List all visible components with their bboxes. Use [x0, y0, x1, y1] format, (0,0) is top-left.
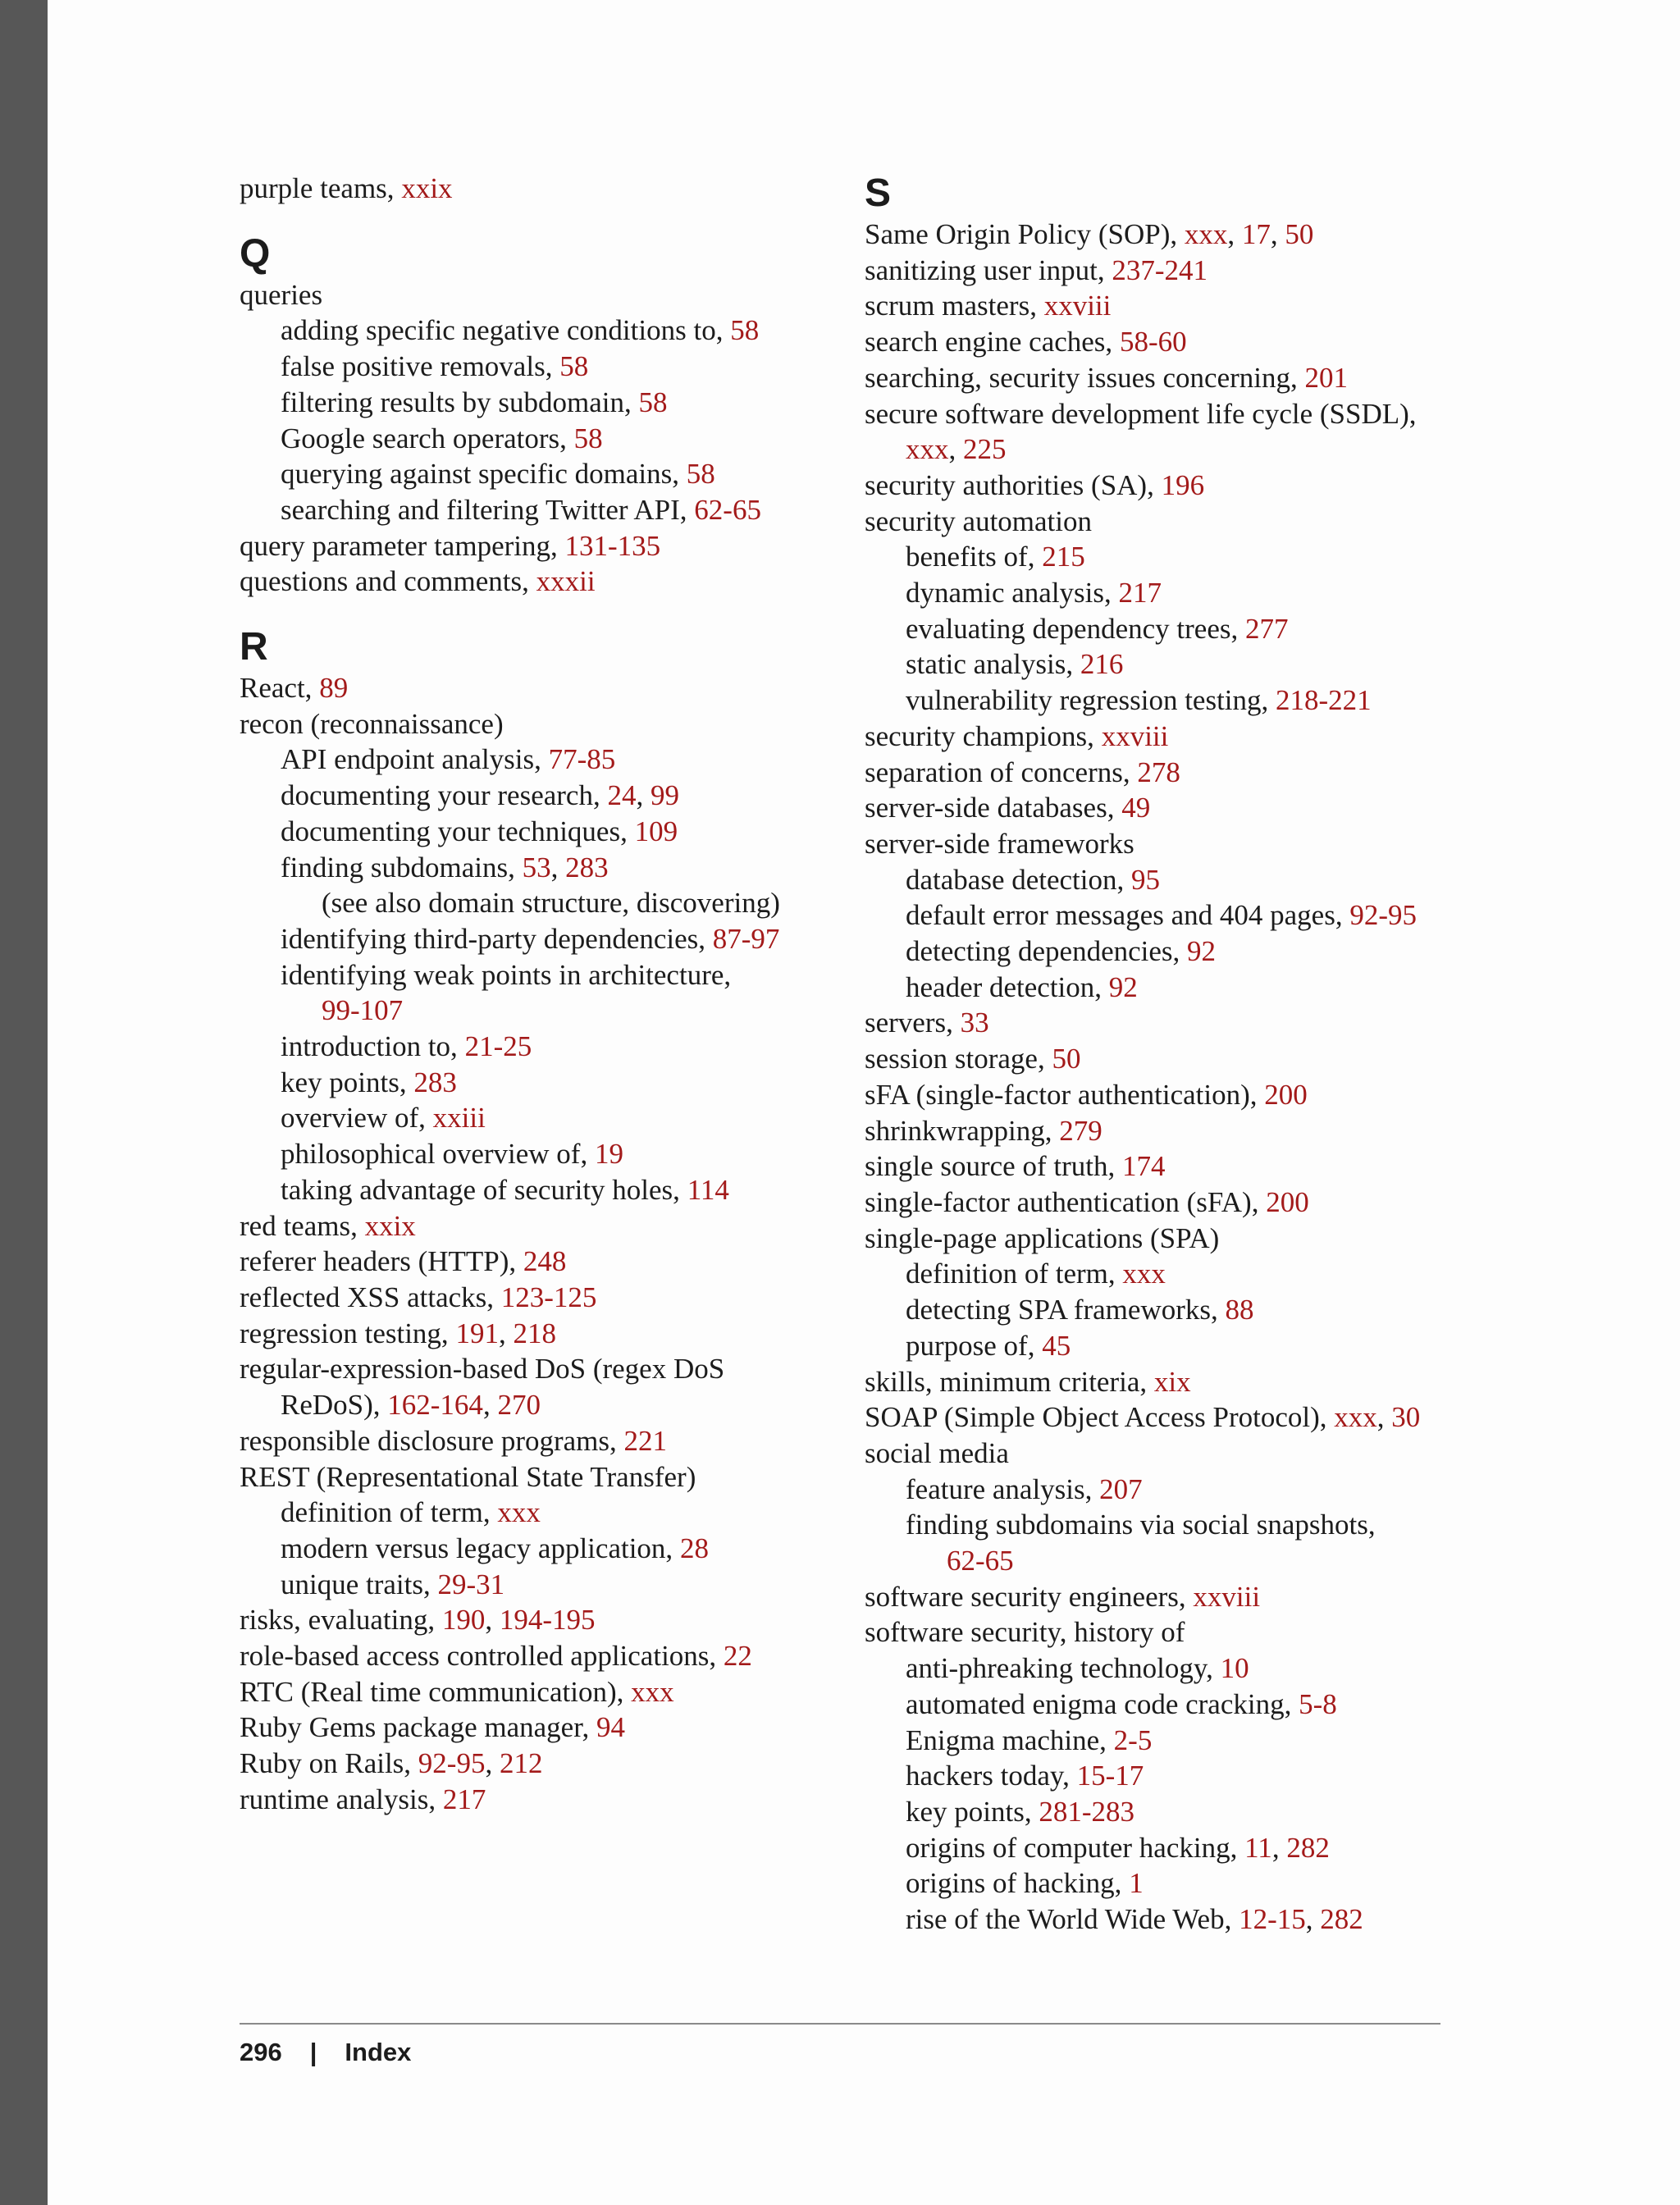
page-ref-link[interactable]: 24: [607, 779, 637, 812]
page-ref-link[interactable]: xxxii: [536, 565, 596, 598]
index-entry: [240, 349, 830, 385]
page-separator: ,: [1270, 218, 1285, 250]
index-entry: [865, 934, 1455, 970]
index-entry: [865, 468, 1455, 504]
index-entry: [865, 611, 1455, 647]
page-ref-link[interactable]: xxx: [906, 433, 949, 466]
page-separator: ,: [485, 1604, 500, 1637]
index-term: purple teams,: [240, 172, 402, 204]
page-ref-link[interactable]: 218: [513, 1317, 556, 1349]
index-entry: [240, 456, 830, 492]
page-ref-link[interactable]: 283: [565, 851, 609, 883]
page-ref-link[interactable]: xxix: [364, 1209, 416, 1242]
index-entry: [240, 313, 830, 349]
index-entry: [240, 814, 830, 850]
index-entry: [240, 171, 830, 207]
page-ref-link[interactable]: 58: [686, 458, 715, 491]
index-entry: [865, 970, 1455, 1006]
index-entry: [240, 1746, 830, 1782]
index-entry: [240, 492, 830, 528]
page-ref-link[interactable]: xxx: [1122, 1258, 1166, 1290]
index-entry: [240, 1100, 830, 1136]
index-entry: [240, 921, 830, 957]
page-ref-link[interactable]: 2-5: [1113, 1723, 1153, 1756]
page-ref-link[interactable]: 200: [1266, 1185, 1309, 1218]
page-ref-link[interactable]: 217: [442, 1783, 486, 1815]
page-ref-link[interactable]: 278: [1137, 756, 1180, 788]
page-ref-link[interactable]: 17: [1241, 218, 1271, 250]
page-ref-link[interactable]: 282: [1286, 1831, 1330, 1864]
index-entry: [865, 1399, 1455, 1436]
index-term: identifying weak points in architecture,: [281, 958, 732, 991]
page-ref-link[interactable]: xxx: [1334, 1401, 1377, 1434]
index-entry: [240, 1065, 830, 1101]
page-ref-link[interactable]: 248: [523, 1245, 567, 1278]
index-term: Ruby on Rails,: [240, 1747, 418, 1780]
index-entry: [865, 1794, 1455, 1830]
section-title: Index: [345, 2038, 412, 2066]
page-ref-link[interactable]: 196: [1161, 468, 1205, 501]
page-ref-link[interactable]: 62-65: [947, 1545, 1014, 1577]
index-entry: [240, 421, 830, 457]
index-term: API endpoint analysis,: [281, 743, 549, 776]
index-entry: [240, 1423, 830, 1459]
index-entry: [865, 504, 1455, 540]
index-entry: [865, 1758, 1455, 1794]
page-separator: ,: [1305, 1903, 1321, 1936]
index-entry: [240, 277, 830, 313]
index-term: documenting your research,: [281, 779, 608, 812]
page-ref-link[interactable]: xxiii: [432, 1102, 486, 1134]
index-term: reflected XSS attacks,: [240, 1281, 501, 1313]
index-term: anti-phreaking technology,: [906, 1652, 1221, 1685]
page-ref-link[interactable]: 89: [319, 672, 349, 705]
page-separator: ,: [485, 1747, 500, 1780]
index-term: overview of,: [281, 1102, 433, 1134]
page-separator: ,: [1271, 1831, 1287, 1864]
index-term: finding subdomains via social snapshots,: [906, 1509, 1376, 1541]
index-term: red teams,: [240, 1209, 365, 1242]
page-ref-link[interactable]: 87-97: [712, 922, 780, 955]
index-term: identifying third-party dependencies,: [281, 922, 713, 955]
index-entry: [865, 1472, 1455, 1508]
page-ref-link[interactable]: 50: [1052, 1043, 1081, 1075]
index-entry: [865, 1148, 1455, 1185]
page-ref-link[interactable]: 92-95: [1349, 899, 1417, 932]
page-ref-link[interactable]: 58: [730, 314, 760, 347]
page-ref-link[interactable]: 270: [497, 1389, 541, 1422]
section-gap: [240, 207, 830, 231]
index-entry: [240, 1280, 830, 1316]
page-ref-link[interactable]: 99-107: [322, 994, 404, 1027]
page-ref-link[interactable]: 200: [1264, 1078, 1308, 1111]
index-term: runtime analysis,: [240, 1783, 443, 1815]
page-ref-link[interactable]: 22: [723, 1640, 752, 1673]
index-term: responsible disclosure programs,: [240, 1424, 624, 1457]
index-term: sanitizing user input,: [865, 253, 1112, 286]
index-term: social media: [865, 1436, 1009, 1469]
page-separator: ,: [1227, 218, 1242, 250]
index-column-right: [865, 171, 1455, 1938]
page-ref-link[interactable]: 277: [1244, 612, 1289, 645]
page-ref-link[interactable]: 58-60: [1119, 326, 1187, 358]
left-margin-bar: [0, 0, 48, 2205]
page-ref-link[interactable]: 50: [1285, 218, 1314, 250]
index-letter-heading: S: [865, 171, 892, 215]
page-ref-link[interactable]: 201: [1304, 361, 1349, 394]
index-term: security automation: [865, 504, 1093, 537]
index-term: scrum masters,: [865, 290, 1044, 322]
page-separator: ,: [482, 1389, 498, 1422]
page-ref-link[interactable]: 45: [1042, 1329, 1071, 1362]
index-term: server-side databases,: [865, 792, 1122, 824]
index-entry: [240, 1136, 830, 1172]
index-entry: [865, 646, 1455, 682]
index-entry: [240, 1459, 830, 1495]
page-ref-link[interactable]: 21-25: [464, 1030, 532, 1063]
index-term: security champions,: [865, 719, 1102, 752]
index-entry: [865, 1687, 1455, 1723]
index-term: hackers today,: [906, 1760, 1077, 1792]
page-ref-link[interactable]: 207: [1099, 1472, 1143, 1505]
page-ref-link[interactable]: 30: [1391, 1401, 1421, 1434]
index-entry: [865, 1077, 1455, 1113]
index-entry: [865, 1543, 1455, 1579]
page-ref-link[interactable]: 225: [963, 433, 1007, 466]
page-ref-link[interactable]: 53: [522, 851, 551, 883]
page-ref-link[interactable]: xxx: [631, 1675, 674, 1708]
page-ref-link[interactable]: 15-17: [1076, 1760, 1144, 1792]
index-term: regression testing,: [240, 1317, 456, 1349]
page-ref-link[interactable]: 109: [634, 815, 678, 847]
index-term: role-based access controlled applications,: [240, 1640, 724, 1673]
index-term: benefits of,: [906, 541, 1043, 573]
index-term: modern versus legacy application,: [281, 1532, 680, 1564]
footer-separator: |: [309, 2038, 317, 2066]
index-entry: [865, 755, 1455, 791]
index-term: detecting SPA frameworks,: [906, 1294, 1226, 1326]
index-term: definition of term,: [281, 1496, 498, 1529]
index-entry: [240, 1208, 830, 1244]
index-term: sFA (single-factor authentication),: [865, 1078, 1265, 1111]
index-entry: [240, 850, 830, 886]
index-term: vulnerability regression testing,: [906, 684, 1276, 717]
index-letter-heading: Q: [240, 231, 271, 276]
page-ref-link[interactable]: 29-31: [437, 1568, 505, 1600]
index-entry: [865, 539, 1455, 575]
index-term: regular-expression-based DoS (regex DoS: [240, 1353, 725, 1386]
index-entry: [865, 1005, 1455, 1041]
index-term: single-factor authentication (sFA),: [865, 1185, 1267, 1218]
index-entry: [865, 1650, 1455, 1687]
index-term: query parameter tampering,: [240, 529, 565, 562]
index-entry: [865, 431, 1455, 468]
index-entry: [865, 1507, 1455, 1543]
index-term: default error messages and 404 pages,: [906, 899, 1350, 932]
index-entry: [865, 1328, 1455, 1364]
index-entry: [865, 1113, 1455, 1149]
index-term: querying against specific domains,: [281, 458, 687, 491]
index-term: key points,: [281, 1066, 414, 1098]
page-separator: ,: [1376, 1401, 1392, 1434]
index-entry: [240, 1638, 830, 1674]
index-column-left: [240, 171, 830, 1818]
page-ref-link[interactable]: xix: [1153, 1365, 1191, 1398]
index-entry: [240, 1531, 830, 1567]
page-ref-link[interactable]: 190: [441, 1604, 486, 1637]
index-term: software security, history of: [865, 1616, 1185, 1649]
index-term: Google search operators,: [281, 422, 574, 454]
index-entry: [240, 706, 830, 742]
index-entry: [865, 897, 1455, 934]
page-separator: ,: [550, 851, 566, 883]
index-entry: [240, 1710, 830, 1746]
index-term: server-side frameworks: [865, 827, 1134, 860]
page-ref-link[interactable]: 282: [1320, 1903, 1363, 1936]
page-ref-link[interactable]: 62-65: [694, 493, 761, 526]
index-entry: [240, 385, 830, 421]
index-entry: [865, 324, 1455, 360]
index-entry: [865, 862, 1455, 898]
page-ref-link[interactable]: 92: [1108, 970, 1138, 1003]
page-ref-link[interactable]: 283: [413, 1066, 457, 1098]
index-entry: [865, 253, 1455, 289]
index-term: RTC (Real time communication),: [240, 1675, 632, 1708]
index-term: servers,: [865, 1007, 961, 1039]
index-letter-heading: R: [240, 625, 268, 669]
index-term: single-page applications (SPA): [865, 1221, 1220, 1254]
index-entry: [240, 1029, 830, 1065]
page-ref-link[interactable]: 216: [1080, 648, 1124, 681]
index-entry: [240, 1782, 830, 1818]
index-entry: [240, 564, 830, 600]
index-term: key points,: [906, 1795, 1039, 1828]
footer-rule: [240, 2023, 1440, 2025]
page-ref-link[interactable]: 1: [1129, 1867, 1144, 1900]
index-entry: [240, 1172, 830, 1208]
index-term: introduction to,: [281, 1030, 465, 1063]
index-term: queries: [240, 278, 323, 311]
index-entry: [865, 1041, 1455, 1077]
index-term: dynamic analysis,: [906, 577, 1119, 609]
page-ref-link[interactable]: 221: [623, 1424, 668, 1457]
page-ref-link[interactable]: 58: [559, 350, 589, 383]
page-ref-link[interactable]: 217: [1118, 577, 1162, 609]
index-term: security authorities (SA),: [865, 468, 1162, 501]
index-entry: [865, 1256, 1455, 1292]
index-entry: [865, 1901, 1455, 1938]
index-entry: [240, 778, 830, 814]
index-entry: [240, 1602, 830, 1638]
page-ref-link[interactable]: 131-135: [564, 529, 661, 562]
index-term: SOAP (Simple Object Access Protocol),: [865, 1401, 1335, 1434]
page-ref-link[interactable]: 33: [960, 1007, 989, 1039]
index-term: risks, evaluating,: [240, 1604, 442, 1637]
index-term: purpose of,: [906, 1329, 1043, 1362]
index-entry: [865, 1185, 1455, 1221]
index-term: definition of term,: [906, 1258, 1123, 1290]
index-entry: [240, 742, 830, 778]
index-entry: [865, 1865, 1455, 1901]
index-entry: [240, 993, 830, 1029]
page-ref-link[interactable]: 114: [687, 1173, 729, 1206]
page-ref-link[interactable]: 94: [596, 1711, 625, 1744]
index-term: static analysis,: [906, 648, 1080, 681]
index-entry: [865, 288, 1455, 324]
page-ref-link[interactable]: 215: [1042, 541, 1085, 573]
index-term: Enigma machine,: [906, 1723, 1114, 1756]
index-entry: [865, 217, 1455, 253]
index-term: database detection,: [906, 863, 1132, 896]
index-entry: [865, 575, 1455, 611]
page-number: 296: [240, 2038, 282, 2066]
page-ref-link[interactable]: 194-195: [499, 1604, 596, 1637]
page-ref-link[interactable]: 28: [679, 1532, 709, 1564]
index-entry: [240, 957, 830, 993]
page-separator: ,: [498, 1317, 514, 1349]
index-term: detecting dependencies,: [906, 935, 1188, 968]
index-entry: [240, 1316, 830, 1352]
index-term: secure software development life cycle (SSDL),: [865, 397, 1417, 430]
index-term: unique traits,: [281, 1568, 438, 1600]
index-term: ReDoS),: [281, 1389, 388, 1422]
index-entry: [865, 360, 1455, 396]
page-ref-link[interactable]: 99: [650, 779, 679, 812]
index-term: searching, security issues concerning,: [865, 361, 1305, 394]
index-term: origins of computer hacking,: [906, 1831, 1245, 1864]
index-entry: [865, 1221, 1455, 1257]
page-ref-link[interactable]: xxx: [497, 1496, 541, 1529]
index-entry: [240, 1387, 830, 1423]
index-entry: [240, 1351, 830, 1387]
index-term: philosophical overview of,: [281, 1138, 595, 1171]
page-ref-link[interactable]: 12-15: [1239, 1903, 1306, 1936]
page-separator: ,: [636, 779, 651, 812]
page-ref-link[interactable]: 218-221: [1276, 684, 1372, 717]
index-term: recon (reconnaissance): [240, 707, 504, 740]
index-entry: [240, 1674, 830, 1710]
page-ref-link[interactable]: xxviii: [1043, 290, 1112, 322]
page-ref-link[interactable]: 95: [1131, 863, 1161, 896]
page-ref-link[interactable]: 212: [499, 1747, 543, 1780]
index-entry: [865, 790, 1455, 826]
index-term: skills, minimum criteria,: [865, 1365, 1154, 1398]
page-ref-link[interactable]: 123-125: [500, 1281, 597, 1313]
index-term: (see also domain structure, discovering): [322, 887, 780, 920]
index-entry: [240, 885, 830, 921]
index-term: searching and filtering Twitter API,: [281, 493, 695, 526]
index-entry: [865, 719, 1455, 755]
index-entry: [865, 1614, 1455, 1650]
index-term: automated enigma code cracking,: [906, 1687, 1299, 1720]
page-ref-link[interactable]: 49: [1121, 792, 1151, 824]
index-term: feature analysis,: [906, 1472, 1100, 1505]
page-ref-link[interactable]: xxix: [401, 172, 453, 204]
page-ref-link[interactable]: xxviii: [1101, 719, 1169, 752]
index-entry: [865, 1364, 1455, 1400]
index-term: documenting your techniques,: [281, 815, 635, 847]
page-ref-link[interactable]: 10: [1220, 1652, 1249, 1685]
page-ref-link[interactable]: 191: [455, 1317, 499, 1349]
page-ref-link[interactable]: 237-241: [1112, 253, 1208, 286]
index-entry: [865, 1830, 1455, 1866]
index-entry: [240, 670, 830, 706]
index-term: search engine caches,: [865, 326, 1120, 358]
page-ref-link[interactable]: 92: [1187, 935, 1217, 968]
index-term: rise of the World Wide Web,: [906, 1903, 1239, 1936]
index-entry: [865, 682, 1455, 719]
index-term: false positive removals,: [281, 350, 560, 383]
index-entry: [865, 826, 1455, 862]
index-term: adding specific negative conditions to,: [281, 314, 731, 347]
page-separator: ,: [948, 433, 963, 466]
page-ref-link[interactable]: 162-164: [387, 1389, 483, 1422]
index-term: single source of truth,: [865, 1150, 1122, 1183]
page-ref-link[interactable]: 279: [1059, 1114, 1102, 1147]
page-ref-link[interactable]: 19: [594, 1138, 623, 1171]
index-term: shrinkwrapping,: [865, 1114, 1060, 1147]
index-entry: [865, 1436, 1455, 1472]
page-ref-link[interactable]: 88: [1225, 1294, 1254, 1326]
index-entry: [240, 1495, 830, 1531]
page-ref-link[interactable]: 174: [1121, 1150, 1166, 1183]
section-gap: [240, 600, 830, 624]
index-term: Ruby Gems package manager,: [240, 1711, 596, 1744]
index-term: finding subdomains,: [281, 851, 523, 883]
page-ref-link[interactable]: 11: [1244, 1831, 1272, 1864]
index-term: filtering results by subdomain,: [281, 386, 639, 418]
index-entry: [865, 1723, 1455, 1759]
page-ref-link[interactable]: xxx: [1184, 218, 1228, 250]
page-ref-link[interactable]: 58: [638, 386, 668, 418]
index-entry: [240, 1244, 830, 1280]
index-term: Same Origin Policy (SOP),: [865, 218, 1185, 250]
index-entry: [240, 528, 830, 564]
index-entry: [865, 1579, 1455, 1615]
page-ref-link[interactable]: 92-95: [418, 1747, 486, 1780]
page-ref-link[interactable]: 281-283: [1039, 1795, 1135, 1828]
index-term: taking advantage of security holes,: [281, 1173, 687, 1206]
index-term: origins of hacking,: [906, 1867, 1130, 1900]
index-term: React,: [240, 672, 320, 705]
page-ref-link[interactable]: xxviii: [1193, 1580, 1261, 1613]
index-term: separation of concerns,: [865, 756, 1138, 788]
index-term: evaluating dependency trees,: [906, 612, 1245, 645]
index-term: software security engineers,: [865, 1580, 1194, 1613]
index-term: questions and comments,: [240, 565, 536, 598]
page-ref-link[interactable]: 77-85: [548, 743, 616, 776]
page-ref-link[interactable]: 58: [573, 422, 603, 454]
index-term: header detection,: [906, 970, 1109, 1003]
index-term: referer headers (HTTP),: [240, 1245, 523, 1278]
index-entry: [865, 396, 1455, 432]
index-term: REST (Representational State Transfer): [240, 1460, 696, 1493]
page-footer: [240, 2031, 411, 2074]
index-entry: [240, 1567, 830, 1603]
index-term: session storage,: [865, 1043, 1052, 1075]
page-ref-link[interactable]: 5-8: [1299, 1687, 1337, 1720]
index-entry: [865, 1292, 1455, 1328]
